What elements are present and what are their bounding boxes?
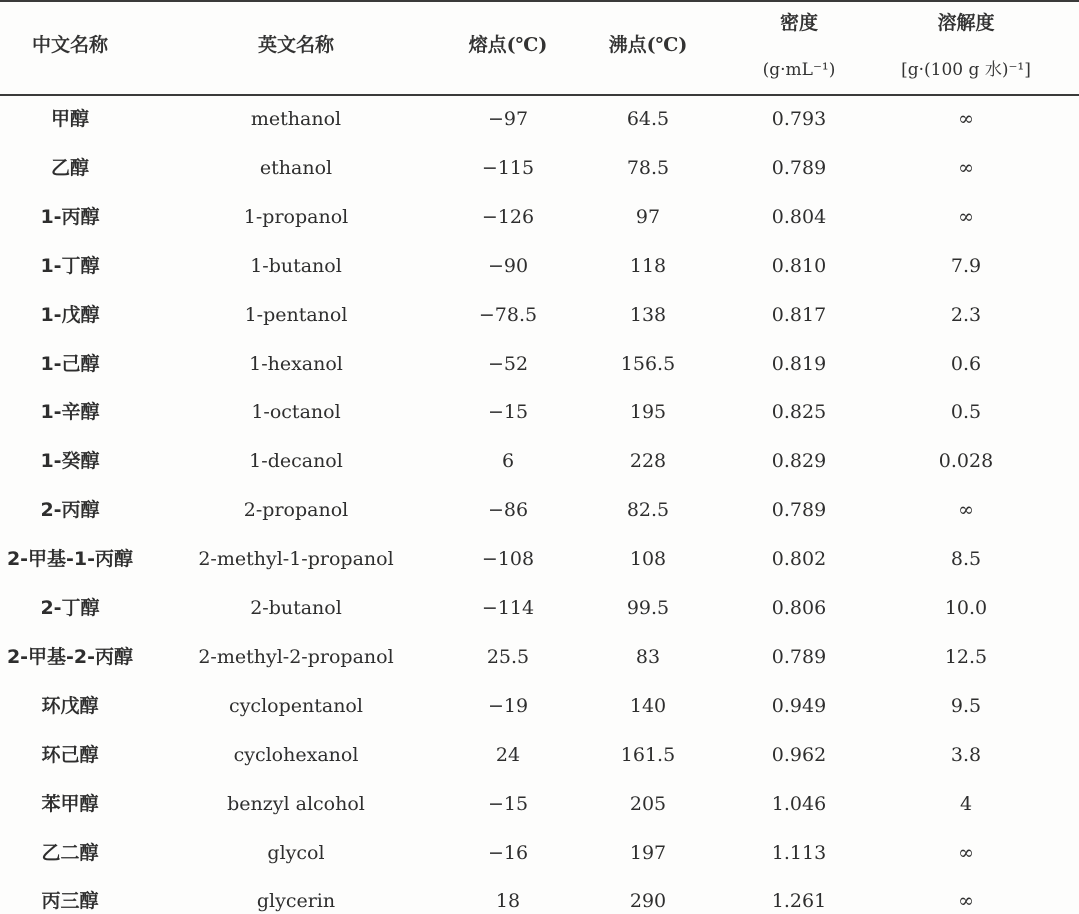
cell-english-name: 1-hexanol: [249, 352, 343, 375]
cell-melting-point: −86: [487, 499, 529, 522]
cell-boiling-point: 97: [635, 205, 661, 228]
cell-english-name: 2-methyl-1-propanol: [198, 548, 394, 571]
cell-density: 0.802: [771, 548, 827, 571]
cell-boiling-point: 290: [629, 890, 667, 913]
cell-chinese-name: 丙三醇: [41, 890, 99, 913]
cell-melting-point: −97: [487, 108, 529, 130]
cell-english-name: 1-decanol: [249, 450, 343, 473]
cell-chinese-name: 2-甲基-1-丙醇: [6, 548, 134, 571]
cell-boiling-point: 156.5: [620, 352, 676, 375]
cell-solubility: 8.5: [950, 548, 982, 571]
cell-solubility: ∞: [958, 156, 974, 179]
cell-english-name: methanol: [250, 108, 342, 130]
cell-solubility: 9.5: [950, 694, 982, 717]
cell-melting-point: −15: [487, 401, 529, 424]
cell-chinese-name: 1-辛醇: [40, 401, 100, 424]
cell-chinese-name: 环戊醇: [41, 694, 99, 717]
cell-solubility: 7.9: [950, 254, 982, 277]
cell-boiling-point: 83: [635, 645, 661, 668]
cell-chinese-name: 甲醇: [50, 108, 90, 130]
header-density: 密度: [779, 12, 819, 34]
cell-boiling-point: 161.5: [620, 743, 676, 766]
header-melting-point: 熔点(℃): [468, 34, 548, 56]
cell-english-name: 1-octanol: [251, 401, 341, 424]
cell-english-name: benzyl alcohol: [227, 792, 365, 815]
cell-boiling-point: 205: [629, 792, 667, 815]
header-english-name: 英文名称: [257, 34, 335, 56]
table-header-rule: [0, 94, 1079, 96]
cell-density: 0.810: [771, 254, 827, 277]
cell-english-name: glycerin: [256, 890, 336, 913]
cell-density: 0.806: [771, 597, 827, 619]
cell-solubility: ∞: [958, 890, 974, 913]
cell-melting-point: 6: [501, 450, 515, 473]
cell-chinese-name: 1-丙醇: [40, 205, 100, 228]
cell-melting-point: −78.5: [478, 303, 538, 326]
cell-chinese-name: 乙醇: [50, 156, 90, 179]
cell-density: 1.046: [771, 792, 827, 815]
cell-chinese-name: 1-丁醇: [40, 254, 100, 277]
header-solubility-unit: [g·(100 g 水)⁻¹]: [901, 60, 1031, 80]
cell-english-name: ethanol: [259, 156, 333, 179]
cell-chinese-name: 1-戊醇: [40, 303, 100, 326]
cell-density: 0.819: [771, 352, 827, 375]
cell-boiling-point: 118: [629, 254, 667, 277]
cell-density: 0.789: [771, 156, 827, 179]
cell-boiling-point: 197: [629, 841, 667, 864]
cell-density: 0.789: [771, 645, 827, 668]
cell-density: 0.793: [771, 108, 827, 130]
cell-boiling-point: 64.5: [626, 108, 670, 130]
cell-english-name: 1-pentanol: [244, 303, 348, 326]
cell-english-name: glycol: [267, 841, 325, 864]
cell-solubility: 2.3: [950, 303, 982, 326]
header-boiling-point: 沸点(℃): [608, 34, 688, 56]
cell-english-name: 1-propanol: [243, 205, 349, 228]
cell-solubility: 0.028: [938, 450, 994, 473]
cell-solubility: 12.5: [944, 645, 988, 668]
cell-chinese-name: 2-丙醇: [40, 499, 100, 522]
cell-solubility: 0.6: [950, 352, 982, 375]
cell-english-name: 2-butanol: [250, 597, 342, 619]
cell-solubility: 10.0: [944, 597, 988, 619]
cell-density: 0.949: [771, 694, 827, 717]
cell-chinese-name: 乙二醇: [41, 841, 99, 864]
cell-density: 1.261: [771, 890, 827, 913]
cell-solubility: ∞: [958, 108, 974, 130]
header-solubility: 溶解度: [937, 12, 995, 34]
table-top-rule: [0, 0, 1079, 2]
cell-melting-point: −114: [481, 597, 535, 619]
cell-english-name: cyclohexanol: [233, 743, 359, 766]
cell-boiling-point: 195: [629, 401, 667, 424]
cell-english-name: 2-methyl-2-propanol: [198, 645, 394, 668]
cell-boiling-point: 228: [629, 450, 667, 473]
header-chinese-name: 中文名称: [31, 34, 109, 56]
cell-melting-point: −15: [487, 792, 529, 815]
cell-english-name: cyclopentanol: [229, 694, 363, 717]
cell-chinese-name: 1-己醇: [40, 352, 100, 375]
cell-chinese-name: 环己醇: [41, 743, 99, 766]
cell-solubility: 0.5: [950, 401, 982, 424]
cell-english-name: 2-propanol: [243, 499, 349, 522]
cell-density: 0.817: [771, 303, 827, 326]
cell-boiling-point: 82.5: [626, 499, 670, 522]
cell-melting-point: 25.5: [486, 645, 530, 668]
cell-density: 0.789: [771, 499, 827, 522]
cell-boiling-point: 78.5: [626, 156, 670, 179]
cell-density: 1.113: [771, 841, 827, 864]
cell-english-name: 1-butanol: [250, 254, 342, 277]
cell-chinese-name: 2-丁醇: [40, 597, 100, 619]
cell-melting-point: −90: [487, 254, 529, 277]
cell-melting-point: −126: [481, 205, 535, 228]
cell-melting-point: −108: [481, 548, 535, 571]
cell-melting-point: −16: [487, 841, 529, 864]
cell-solubility: ∞: [958, 499, 974, 522]
cell-boiling-point: 108: [629, 548, 667, 571]
cell-boiling-point: 138: [629, 303, 667, 326]
cell-boiling-point: 140: [629, 694, 667, 717]
cell-melting-point: −115: [481, 156, 535, 179]
cell-melting-point: 24: [495, 743, 521, 766]
cell-density: 0.804: [771, 205, 827, 228]
cell-density: 0.825: [771, 401, 827, 424]
cell-chinese-name: 1-癸醇: [40, 450, 100, 473]
cell-solubility: 4: [959, 792, 973, 815]
cell-density: 0.962: [771, 743, 827, 766]
cell-chinese-name: 苯甲醇: [41, 792, 99, 815]
cell-solubility: ∞: [958, 841, 974, 864]
cell-melting-point: −52: [487, 352, 529, 375]
cell-melting-point: 18: [495, 890, 521, 913]
cell-solubility: ∞: [958, 205, 974, 228]
cell-solubility: 3.8: [950, 743, 982, 766]
cell-chinese-name: 2-甲基-2-丙醇: [6, 645, 134, 668]
cell-melting-point: −19: [487, 694, 529, 717]
header-density-unit: (g·mL⁻¹): [762, 60, 836, 80]
cell-density: 0.829: [771, 450, 827, 473]
cell-boiling-point: 99.5: [626, 597, 670, 619]
